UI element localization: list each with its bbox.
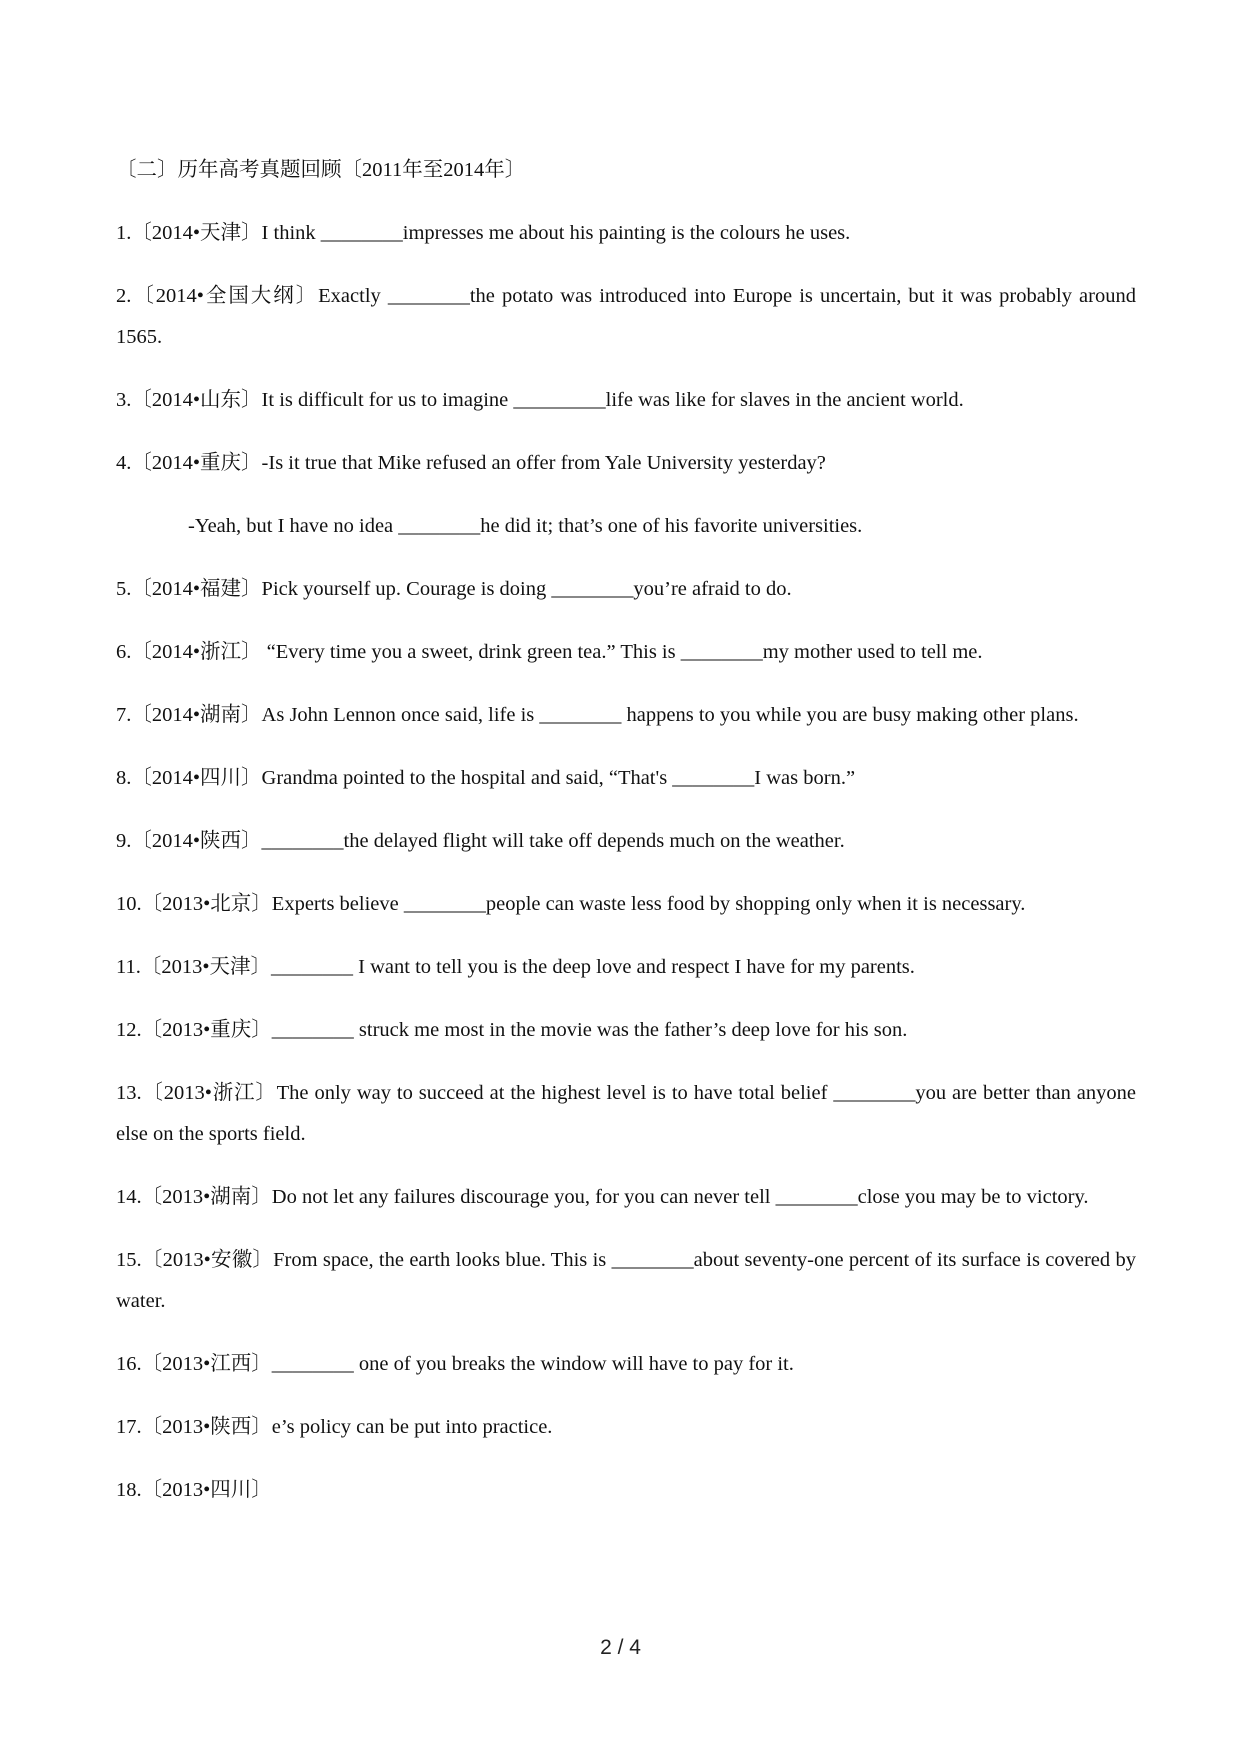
page-number: 2 / 4: [600, 1636, 641, 1659]
question-11: 11.〔2013•天津〕________ I want to tell you is the deep love and respect I have for my parents.: [116, 956, 915, 978]
question-10: 10.〔2013•北京〕Experts believe ________people can waste less food by shopping only when it is necessary.: [116, 893, 1026, 915]
question-4: [116, 443, 1136, 547]
question-2: 2.〔2014•全国大纲〕Exactly ________the potato was introduced into Europe is uncertain, but it was probably around 1565.: [116, 285, 1136, 348]
question-7: 7.〔2014•湖南〕As John Lennon once said, life is ________ happens to you while you are busy making other plans.: [116, 704, 1079, 726]
question-1: 1.〔2014•天津〕I think ________impresses me about his painting is the colours he uses.: [116, 222, 851, 244]
question-5: 5.〔2014•福建〕Pick yourself up. Courage is doing ________you’re afraid to do.: [116, 578, 792, 600]
question-9: 9.〔2014•陕西〕________the delayed flight will take off depends much on the weather.: [116, 830, 845, 852]
question-15: 15.〔2013•安徽〕From space, the earth looks blue. This is ________about seventy-one percent of its surface is covered by water.: [116, 1249, 1136, 1312]
question-8: 8.〔2014•四川〕Grandma pointed to the hospital and said, “That's ________I was born.”: [116, 767, 856, 789]
question-14: 14.〔2013•湖南〕Do not let any failures discourage you, for you can never tell ________close you may be to victory.: [116, 1186, 1089, 1208]
question-4-prompt: 4.〔2014•重庆〕-Is it true that Mike refused an offer from Yale University yesterday?: [116, 452, 826, 474]
question-3: 3.〔2014•山东〕It is difficult for us to imagine _________life was like for slaves in the ancient world.: [116, 389, 964, 411]
question-4-reply: -Yeah, but I have no idea ________he did it; that’s one of his favorite universities.: [188, 515, 863, 537]
question-17: 17.〔2013•陕西〕e’s policy can be put into practice.: [116, 1416, 553, 1438]
question-18: 18.〔2013•四川〕: [116, 1479, 272, 1501]
question-6: 6.〔2014•浙江〕 “Every time you a sweet, drink green tea.” This is ________my mother used to tell me.: [116, 641, 983, 663]
content-area: [116, 150, 1136, 1511]
question-12: 12.〔2013•重庆〕________ struck me most in the movie was the father’s deep love for his son.: [116, 1019, 908, 1041]
question-13: 13.〔2013•浙江〕The only way to succeed at the highest level is to have total belief ________you are better than anyone else on the sports field.: [116, 1082, 1136, 1145]
question-16: 16.〔2013•江西〕________ one of you breaks the window will have to pay for it.: [116, 1353, 794, 1375]
section-heading: 〔二〕历年高考真题回顾〔2011年至2014年〕: [116, 159, 526, 181]
